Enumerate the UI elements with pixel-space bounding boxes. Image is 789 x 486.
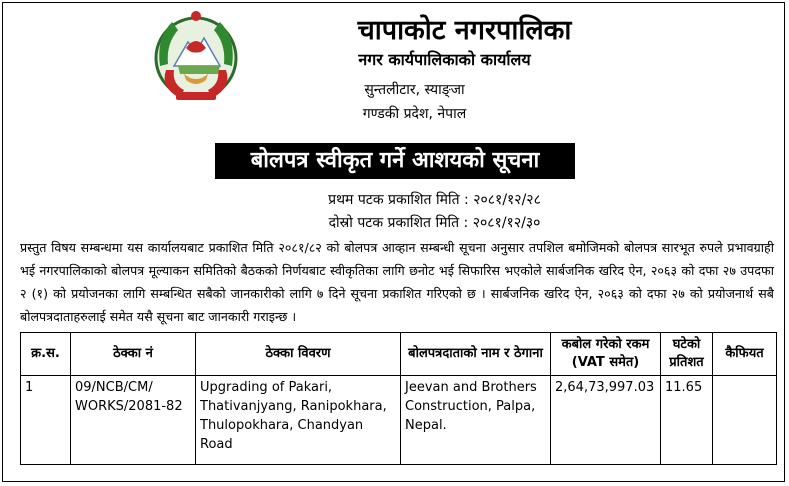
cell-amount: 2,64,73,997.03	[551, 376, 661, 465]
header-remarks: कैफियत	[713, 333, 777, 376]
cell-bidder: Jeevan and Brothers Construction, Palpa, Nepal.	[401, 376, 551, 465]
header-bidder: बोलपत्रदाताको नाम र ठेगाना	[401, 333, 551, 376]
notice-body: प्रस्तुत विषय सम्बन्धमा यस कार्यालयबाट प्रकाशित मिति २०८१/८२ को बोलपत्र आव्हान सम्बन्धी सूचना अनुसार तपशिल बमोजिमको बोलपत्र सारभूत रुपले प्रभावग्राही भई नगरपालिकाको बोलपत्र मूल्याकन समितिको बैठकको निर्णयबाट स्वीकृतिका लागि छनोट भई सिफारिस भएकोले सार्बजनिक खरिद ऐन, २०६३ को दफा २७ उपदफा २ (१) को प्रयोजनका लागि सम्बन्धित सबैको जानकारीको लागि ७ दिने सूचना प्रकाशित गरिएको छ । सार्बजनिक खरिद ऐन, २०६३ को दफा २७ को प्रयोजनार्थ सबै बोलपत्रदाताहरुलाई समेत यसै सूचना बाट जानकारी गराइन्छ ।	[20, 240, 774, 324]
notice-title: बोलपत्र स्वीकृत गर्ने आशयको सूचना	[215, 143, 575, 179]
cell-sn: 1	[21, 376, 71, 465]
address-line-2: गण्डकी प्रदेश, नेपाल	[362, 106, 467, 122]
header-sn: क्र.स.	[21, 333, 71, 376]
cell-contract-no: 09/NCB/CM/ WORKS/2081-82	[71, 376, 196, 465]
header-amount: कबोल गरेको रकम (VAT समेत)	[551, 333, 661, 376]
cell-description: Upgrading of Pakari, Thativanjyang, Ranipokhara, Thulopokhara, Chandyan Road	[196, 376, 401, 465]
header-percent: घटेको प्रतिशत	[661, 333, 713, 376]
bid-table	[20, 332, 777, 465]
organization-name: चापाकोट नगरपालिका	[357, 15, 572, 46]
second-published-date: दोस्रो पटक प्रकाशित मिति : २०८१/१२/३०	[328, 215, 541, 231]
header-description: ठेक्का विवरण	[196, 333, 401, 376]
cell-remarks	[713, 376, 777, 465]
header-contract-no: ठेक्का नं	[71, 333, 196, 376]
table-header-row	[21, 333, 777, 376]
office-name: नगर कार्यपालिकाको कार्यालय	[358, 50, 531, 69]
first-published-date: प्रथम पटक प्रकाशित मिति : २०८१/१२/२८	[328, 192, 541, 208]
cell-percent: 11.65	[661, 376, 713, 465]
table-row	[21, 376, 777, 465]
address-line-1: सुन्तलीटार, स्याङ्जा	[364, 82, 465, 98]
